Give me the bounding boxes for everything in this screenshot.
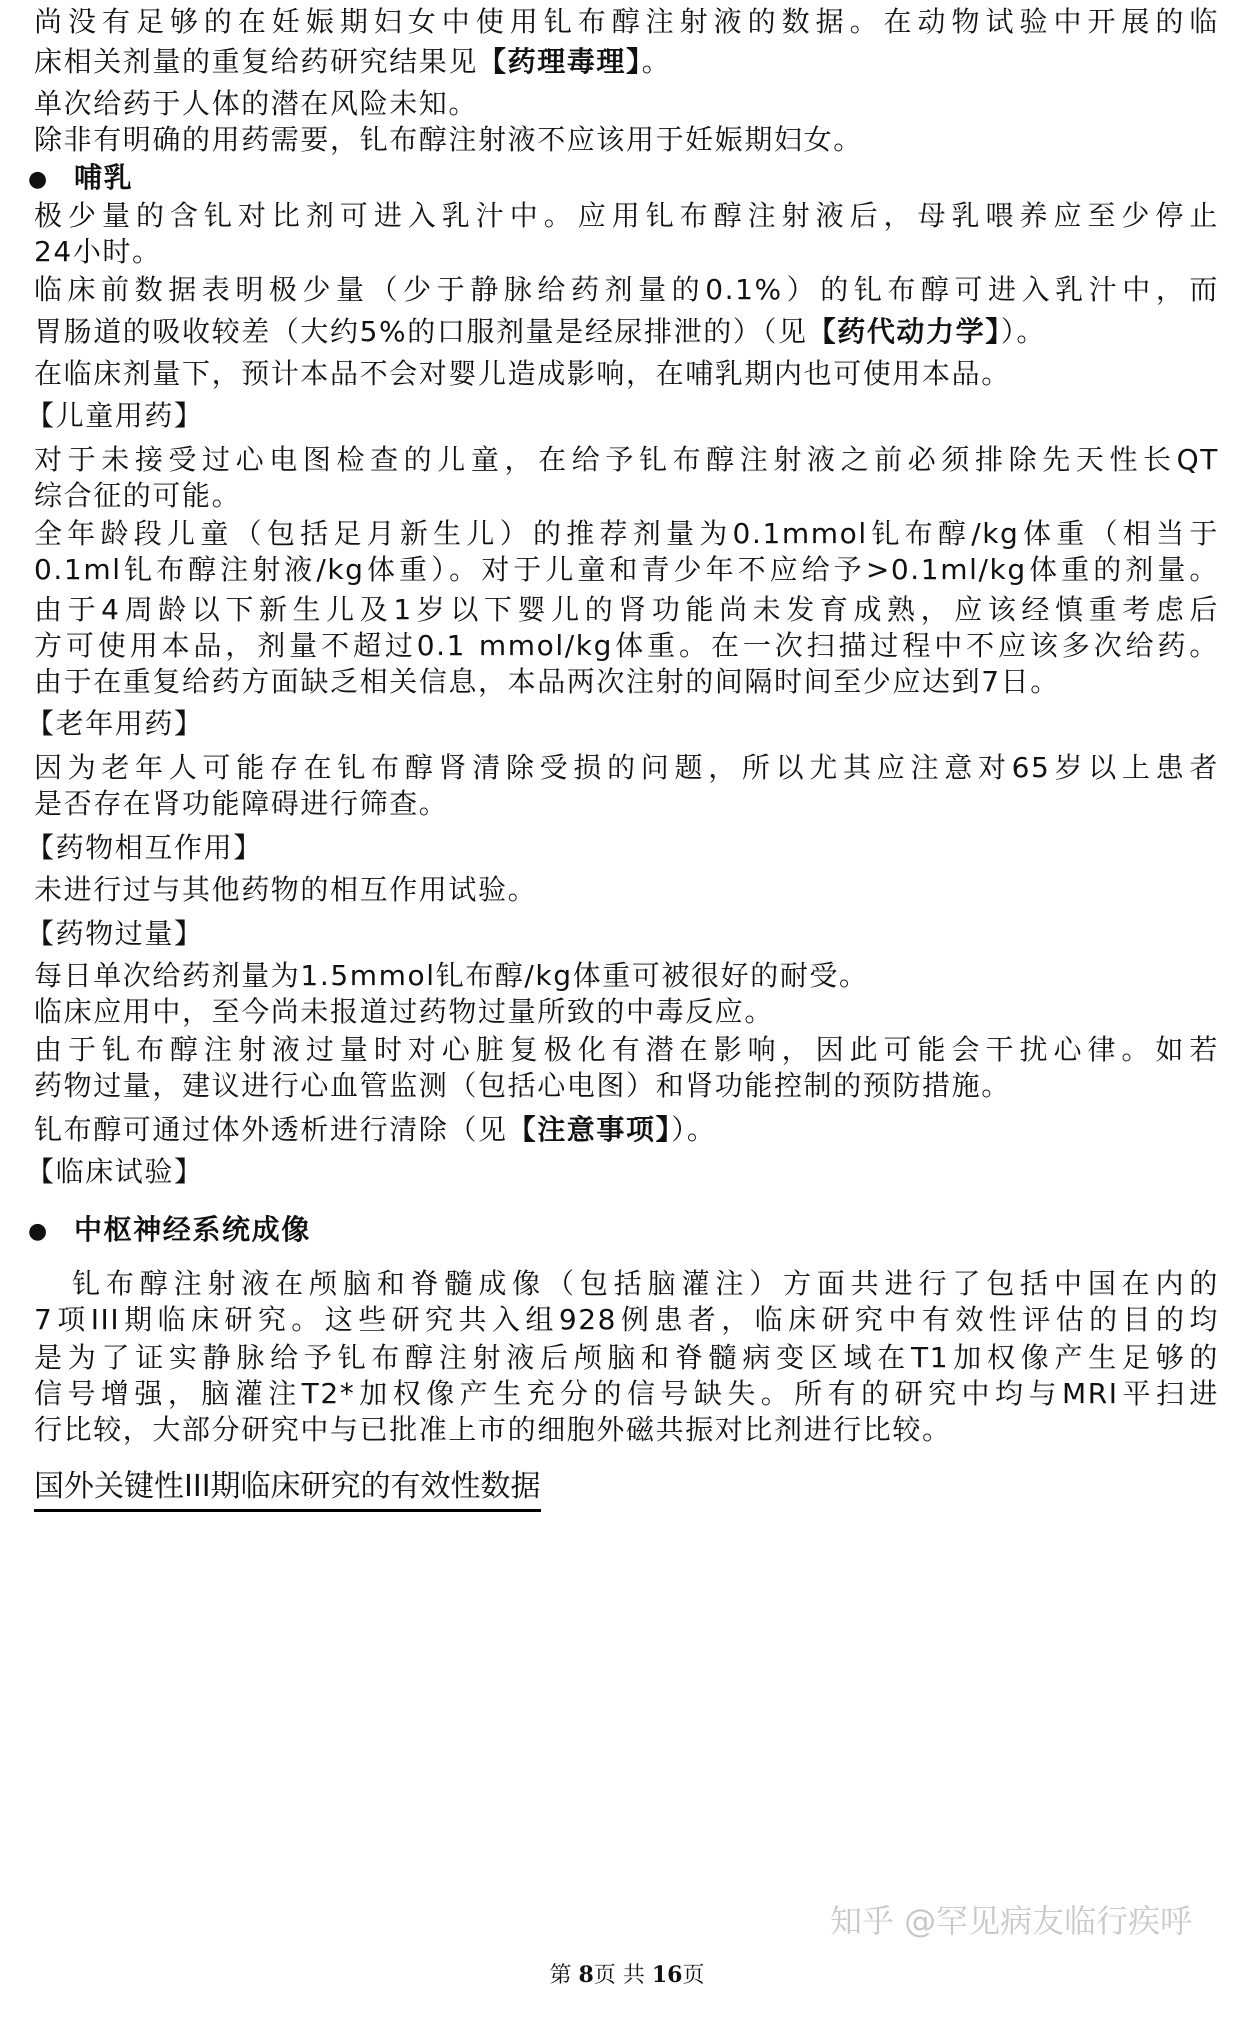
text-line: 综合征的可能。 <box>34 479 242 512</box>
text-line: 24小时。 <box>34 235 162 268</box>
section-heading: 【儿童用药】 <box>26 399 204 432</box>
section-heading: 【药物相互作用】 <box>26 831 263 864</box>
text-line: 由于钆布醇注射液过量时对心脏复极化有潜在影响，因此可能会干扰心律。如若 <box>34 1033 1219 1066</box>
text-line: 未进行过与其他药物的相互作用试验。 <box>34 873 538 906</box>
reference-link: 【注意事项】 <box>507 1113 672 1146</box>
text-span: 钆布醇可通过体外透析进行清除（见 <box>34 1113 508 1146</box>
text-line: 每日单次给药剂量为1.5mmol钆布醇/kg体重可被很好的耐受。 <box>34 959 869 992</box>
text-line <box>34 42 1219 82</box>
text-line: 单次给药于人体的潜在风险未知。 <box>34 87 479 120</box>
section-heading: 【临床试验】 <box>26 1155 204 1188</box>
reference-link: 【药代动力学】 <box>807 315 1001 348</box>
footer-text: 页 <box>682 1963 705 1988</box>
reference-link: 【药理毒理】 <box>478 45 642 78</box>
text-line: 因为老年人可能存在钆布醇肾清除受损的问题，所以尤其应注意对65岁以上患者 <box>34 751 1219 784</box>
page-footer <box>0 1958 1254 1989</box>
text-line: 药物过量，建议进行心血管监测（包括心电图）和肾功能控制的预防措施。 <box>34 1069 1011 1102</box>
text-line: 方可使用本品，剂量不超过0.1 mmol/kg体重。在一次扫描过程中不应该多次给药。 <box>34 629 1219 662</box>
section-title: 国外关键性III期临床研究的有效性数据 <box>34 1466 541 1512</box>
text-line: 由于在重复给药方面缺乏相关信息，本品两次注射的间隔时间至少应达到7日。 <box>34 665 1060 698</box>
text-line: 信号增强，脑灌注T2*加权像产生充分的信号缺失。所有的研究中均与MRI平扫进 <box>34 1377 1219 1410</box>
watermark: 知乎 @罕见病友临行疾呼 <box>830 1902 1193 1940</box>
text-span: ）。 <box>1000 315 1047 348</box>
text-span: 。 <box>641 45 672 78</box>
text-line: 除非有明确的用药需要，钆布醇注射液不应该用于妊娠期妇女。 <box>34 123 863 156</box>
text-line: 钆布醇注射液在颅脑和脊髓成像（包括脑灌注）方面共进行了包括中国在内的 <box>72 1267 1219 1300</box>
bullet-icon: ● <box>28 167 48 192</box>
section-heading: 【老年用药】 <box>26 707 204 740</box>
text-line: 临床前数据表明极少量（少于静脉给药剂量的0.1%）的钆布醇可进入乳汁中，而 <box>34 273 1219 306</box>
bullet-heading: 中枢神经系统成像 <box>74 1213 311 1246</box>
footer-text: 页 共 <box>593 1963 652 1988</box>
bullet-icon: ● <box>28 1219 48 1244</box>
text-line: 行比较，大部分研究中与已批准上市的细胞外磁共振对比剂进行比较。 <box>34 1413 952 1446</box>
text-span: 床相关剂量的重复给药研究结果见 <box>34 45 479 78</box>
text-span: ）。 <box>671 1113 717 1146</box>
text-line: 是否存在肾功能障碍进行筛查。 <box>34 787 449 820</box>
text-line: 由于4周龄以下新生儿及1岁以下婴儿的肾功能尚未发育成熟，应该经慎重考虑后 <box>34 593 1219 626</box>
text-line: 临床应用中，至今尚未报道过药物过量所致的中毒反应。 <box>34 995 775 1028</box>
section-heading: 【药物过量】 <box>26 917 204 950</box>
bullet-heading: 哺乳 <box>74 161 134 194</box>
footer-text: 第 <box>549 1963 579 1988</box>
text-line: 0.1ml钆布醇注射液/kg体重）。对于儿童和青少年不应给予>0.1ml/kg体重的剂量。 <box>34 553 1219 586</box>
page-number: 8 <box>578 1962 594 1988</box>
text-line <box>34 312 1219 352</box>
text-line: 在临床剂量下，预计本品不会对婴儿造成影响，在哺乳期内也可使用本品。 <box>34 357 1011 390</box>
text-line: 全年龄段儿童（包括足月新生儿）的推荐剂量为0.1mmol钆布醇/kg体重（相当于 <box>34 517 1219 550</box>
text-line: 极少量的含钆对比剂可进入乳汁中。应用钆布醇注射液后，母乳喂养应至少停止 <box>34 199 1219 232</box>
text-span: 胃肠道的吸收较差（大约5%的口服剂量是经尿排泄的）（见 <box>34 315 808 348</box>
text-line: 7项III期临床研究。这些研究共入组928例患者，临床研究中有效性评估的目的均 <box>34 1303 1219 1336</box>
text-line: 是为了证实静脉给予钆布醇注射液后颅脑和脊髓病变区域在T1加权像产生足够的 <box>34 1341 1219 1374</box>
total-pages: 16 <box>651 1962 683 1988</box>
text-line <box>34 1110 1219 1150</box>
text-line: 尚没有足够的在妊娠期妇女中使用钆布醇注射液的数据。在动物试验中开展的临 <box>34 5 1219 38</box>
text-line: 对于未接受过心电图检查的儿童，在给予钆布醇注射液之前必须排除先天性长QT <box>34 443 1219 476</box>
